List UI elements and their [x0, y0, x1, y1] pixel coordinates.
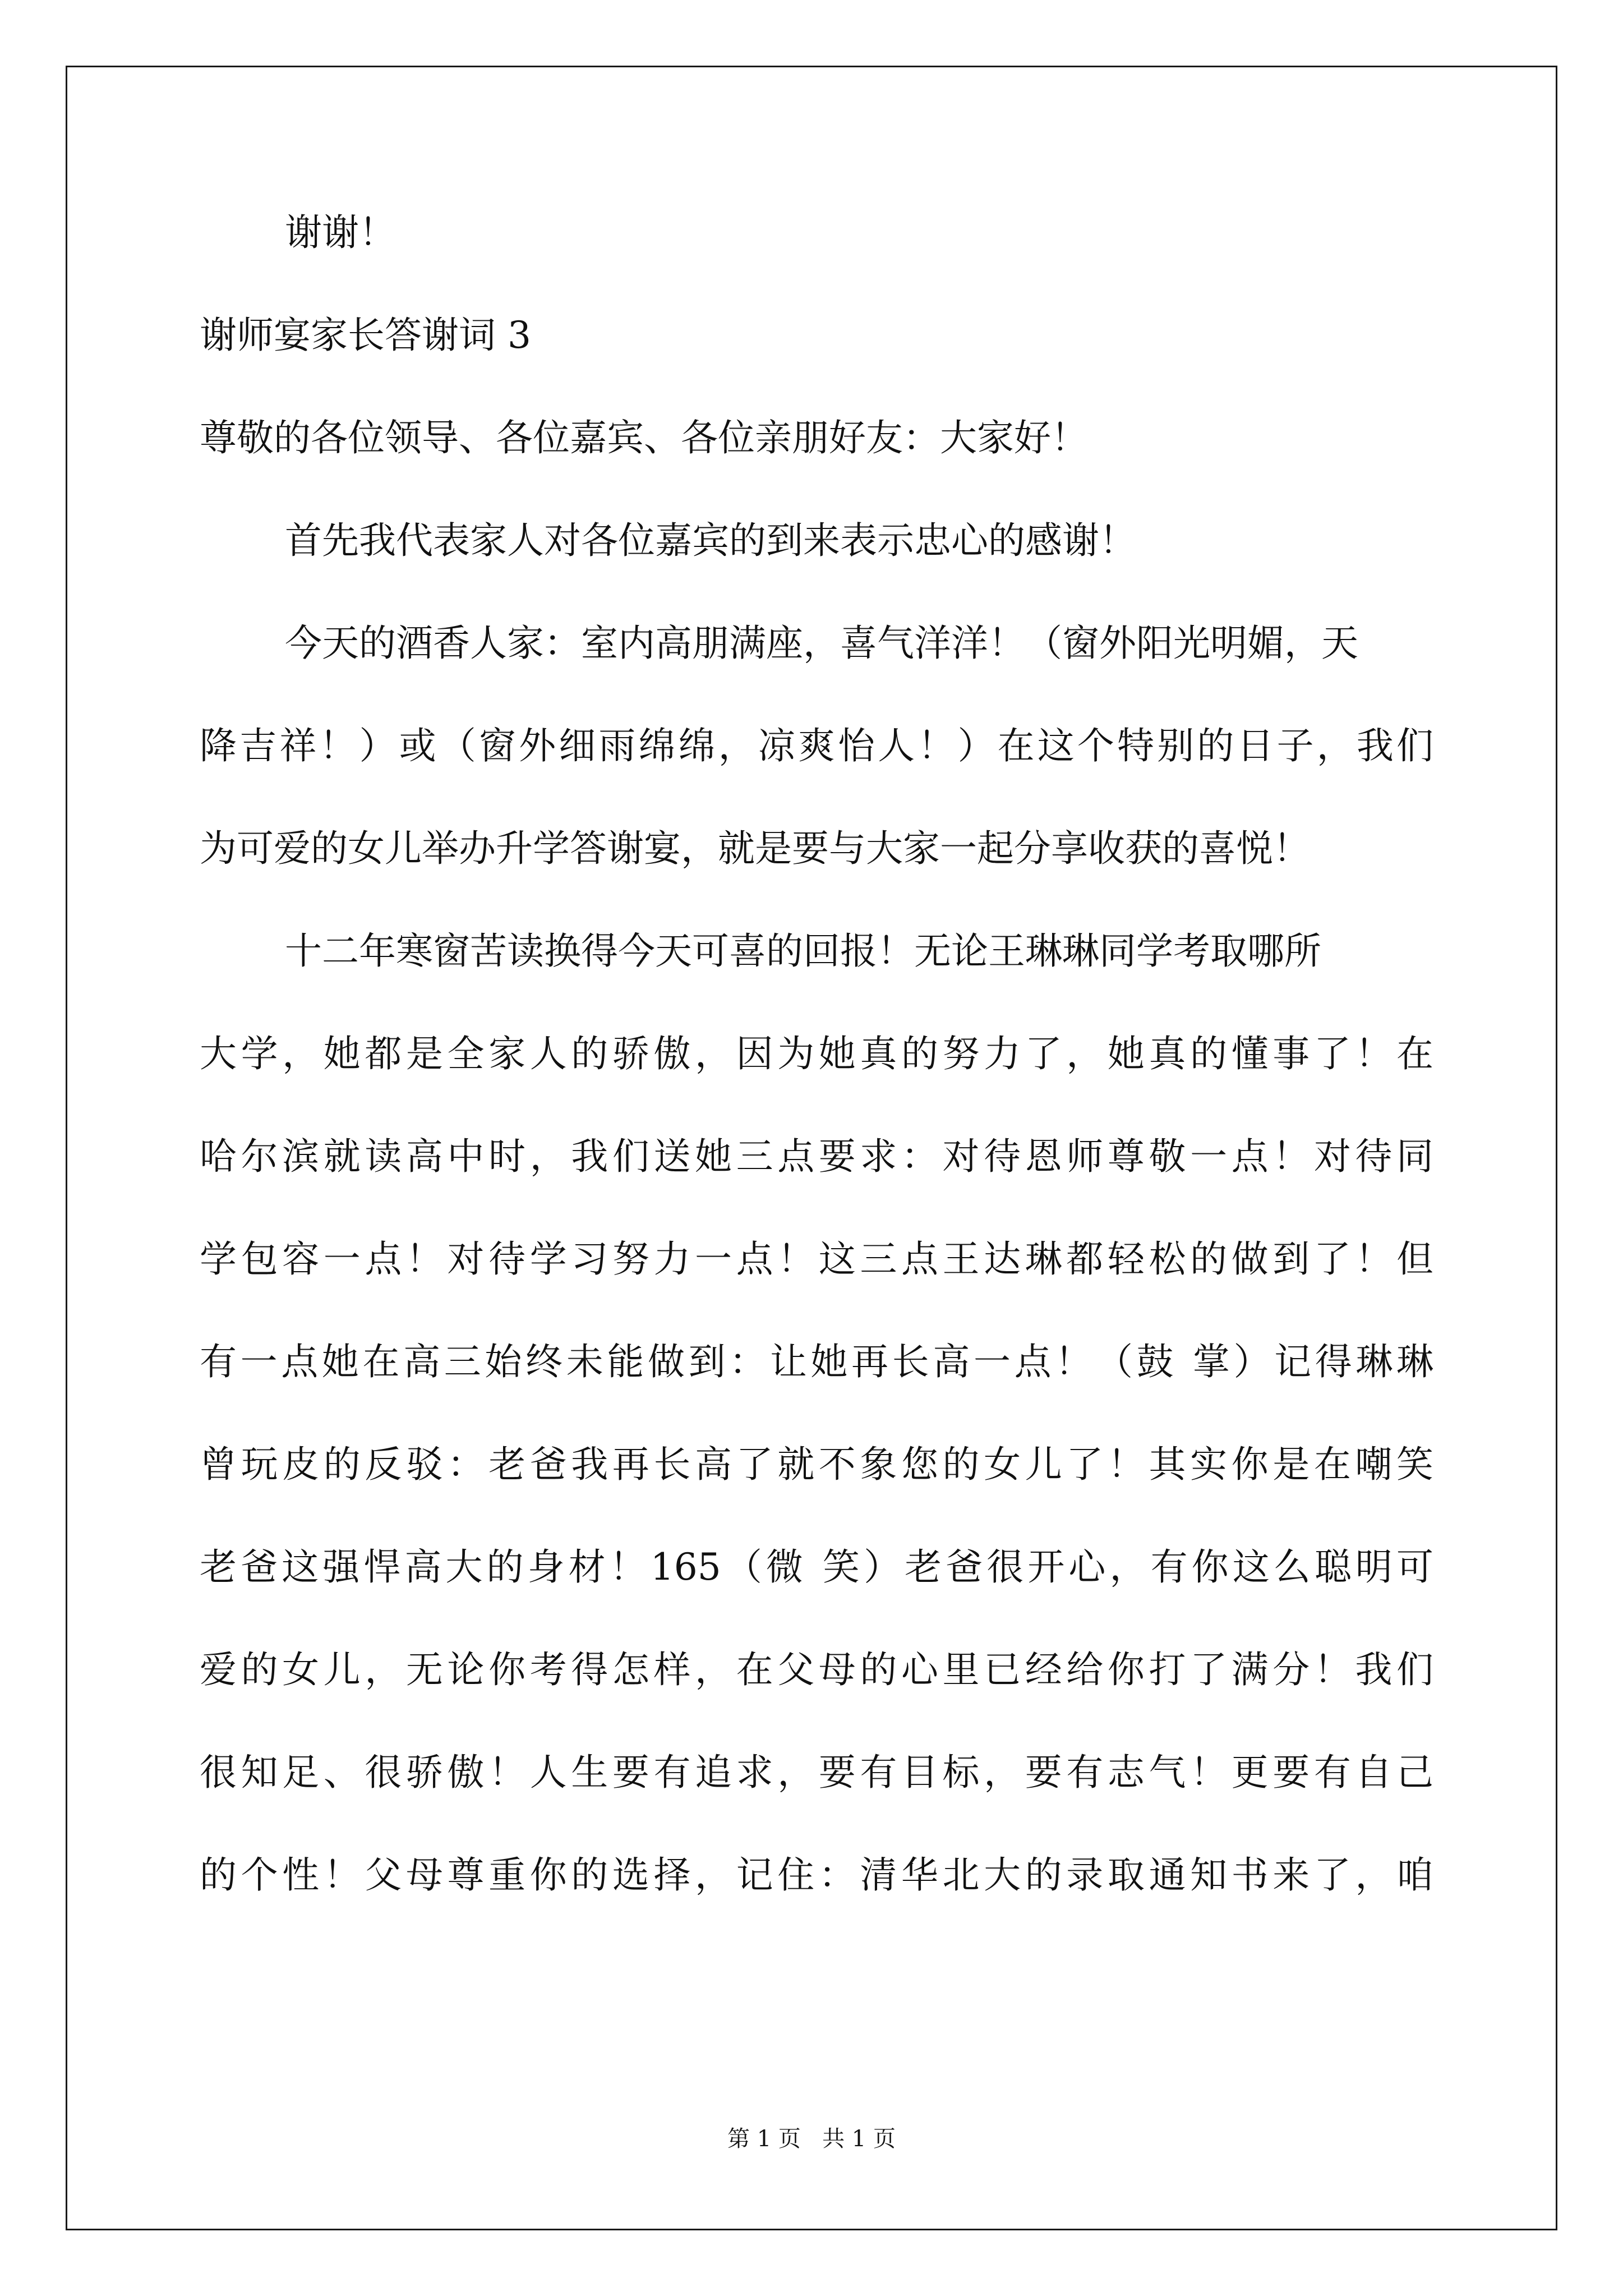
- paragraph-line: 的个性！父母尊重你的选择，记住：清华北大的录取通知书来了，咱: [200, 1853, 1433, 1897]
- paragraph-line: 学包容一点！对待学习努力一点！这三点王达琳都轻松的做到了！但: [200, 1237, 1433, 1281]
- paragraph-line: 首先我代表家人对各位嘉宾的到来表示忠心的感谢！: [285, 519, 1136, 562]
- paragraph-line: 曾玩皮的反驳：老爸我再长高了就不象您的女儿了！其实你是在嘲笑: [200, 1443, 1433, 1486]
- paragraph-line: 降吉祥！）或（窗外细雨绵绵，凉爽怡人！）在这个特别的日子，我们: [200, 724, 1433, 767]
- paragraph-line: 有一点她在高三始终未能做到：让她再长高一点！（鼓 掌）记得琳琳: [200, 1340, 1433, 1383]
- paragraph-line: 老爸这强悍高大的身材！165（微 笑）老爸很开心，有你这么聪明可: [200, 1545, 1433, 1589]
- paragraph-line: 爱的女儿，无论你考得怎样，在父母的心里已经给你打了满分！我们: [200, 1648, 1433, 1691]
- paragraph-line: 很知足、很骄傲！人生要有追求，要有目标，要有志气！更要有自己: [200, 1751, 1433, 1794]
- paragraph-line: 为可爱的女儿举办升学答谢宴，就是要与大家一起分享收获的喜悦！: [200, 827, 1310, 870]
- page-footer: 第 1 页 共 1 页: [727, 2126, 896, 2152]
- paragraph-line: 十二年寒窗苦读换得今天可喜的回报！无论王琳琳同学考取哪所: [285, 930, 1321, 973]
- section-heading: 谢师宴家长答谢词 3: [200, 314, 531, 357]
- paragraph-line: 大学，她都是全家人的骄傲，因为她真的努力了，她真的懂事了！在: [200, 1032, 1433, 1075]
- closing-thanks: 谢谢！: [285, 211, 396, 254]
- paragraph-line: 哈尔滨就读高中时，我们送她三点要求：对待恩师尊敬一点！对待同: [200, 1135, 1433, 1178]
- salutation: 尊敬的各位领导、各位嘉宾、各位亲朋好友：大家好！: [200, 416, 1088, 459]
- paragraph-line: 今天的酒香人家：室内高朋满座，喜气洋洋！（窗外阳光明媚，天: [285, 622, 1358, 665]
